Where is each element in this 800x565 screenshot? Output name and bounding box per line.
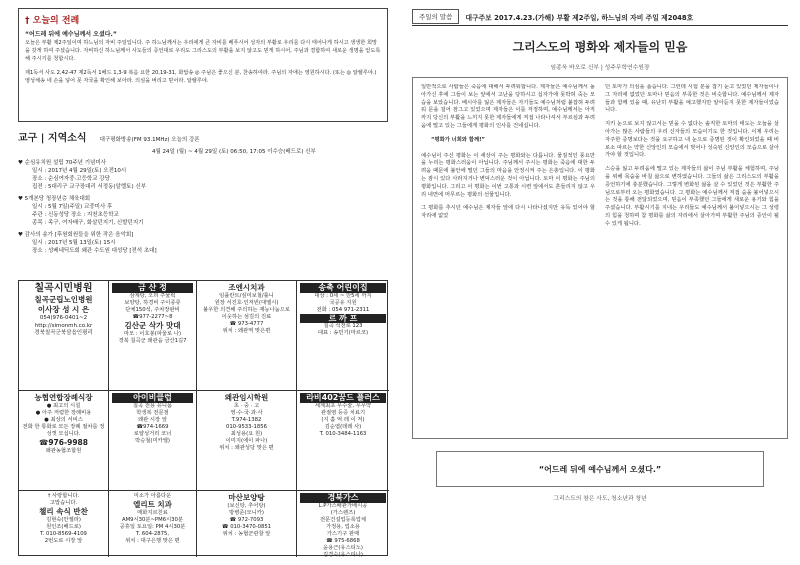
- ad-line: 054)976-0401~2: [39, 315, 88, 321]
- news-item-3-line: 장소 : 성베네딕도회 왜관 수도원 대성당 [전석 초대]: [32, 248, 157, 254]
- ad-line: 영·수·국·과·사: [230, 410, 263, 416]
- ad-gas: [297, 491, 389, 557]
- news-item-1-line: 일시 : 2017년 4월 29일(토) 오전10시: [32, 168, 127, 174]
- ad-line: http://simonmh.co.kr: [34, 322, 93, 329]
- news-item-2-line: 일시 : 5월 7일(주일) 교중미사 후: [32, 204, 113, 210]
- ad-line: ☎974-1669: [136, 423, 169, 430]
- ad-line: 경북칠곡군북삼읍인평리: [34, 330, 93, 336]
- ad-line: ☎ 975-6868: [326, 537, 360, 544]
- news-item-3-line: 일시 : 2017년 5월 13일(토) 15시: [32, 240, 116, 246]
- news-broadcast-detail: 4월 24일 (월) ~ 4월 29일 (토) 06:50, 17:05 이수승(베드로) 신부: [152, 149, 316, 155]
- ad-line: 경북 칠곡군 왜관읍 금산1길7: [118, 337, 187, 344]
- ad-line: 위치 : 왜관역 맞은편: [222, 328, 271, 334]
- ad-hospital: [19, 281, 109, 391]
- ad-line: 삼계탕, 오리 주물럭: [129, 292, 176, 299]
- footer-caption: 그리스도의 참은 사도, 청소년과 청년: [553, 496, 647, 502]
- ad-line: (가스렌즈): [330, 509, 356, 516]
- ad-line: 미소가 아름다운: [133, 493, 172, 499]
- article-paragraph: 던 토마가 의심을 품습니다. 그런데 시험 분을 잡기 눈고 있었던 제자들이나 그 자리에 없었던 토마나 믿음의 부족한 것은 비슷합니다. 예수님께서 제자들과 함께 있을 때, 유난히 부활을 예고했지만 알아듣지 못한 제자들이었습니다.: [605, 84, 779, 114]
- ad-line: (보신탕, 추어탕): [227, 503, 266, 509]
- ad-line: 학생복 전문점: [136, 409, 169, 416]
- ad-line: 보양탕, 하경비 구이종류: [124, 299, 181, 306]
- liturgy-heading: † 오늘의 전례: [25, 16, 80, 26]
- ad-title: 라비402꿈드 플러스: [300, 393, 386, 403]
- ad-line: 임플란트/심미보철/틀니: [219, 293, 274, 299]
- article-paragraph: 일반적으로 사람들은 죽음에 대해서 두려워합니다. 제자들은 예수님께서 돌아가신 후에 그들이 보는 앞에서 고난을 당하시고 십자가에 못박혀 죽는 모습을 보았습니다. 베시아를 잃은 제자들은 자기들도 예수님처럼 붙잡혀 두려워 문을 걸어 잠그고 있었으며 제자들은 이를 걱정하며, 예수님께서는 아직까지 당신의 부활을 느끼지 못한 제자들에게 직접 나타나셔서 부르심과 두려움에 떨고 있는 그들에게 평화의 인사를 건네십니다.: [421, 84, 595, 129]
- ad-line: 단체150석, 주차장완비: [125, 306, 180, 313]
- ad-line: 이미지(에이 파나): [225, 438, 268, 444]
- article-body: [412, 77, 788, 439]
- ad-line: 왜관 시장 앞: [138, 416, 167, 423]
- ad-line: 국공유 지원: [329, 299, 357, 306]
- ad-line: ☎976-9988: [39, 438, 88, 447]
- article-byline: 임종욱 바오로 신부 | 성주무학연수원장: [550, 65, 650, 71]
- news-item-1-title: ♥ 순심유치원 설립 70주년 기념미사: [18, 160, 106, 166]
- scripture-quote-box: [436, 451, 764, 487]
- news-item-3-title: ♥ 감사의 송가 [후원회원들을 위한 작은 음악회]: [18, 232, 134, 238]
- ad-line: T. 604-2875,: [135, 531, 170, 537]
- issue-info: 대구주보 2017.4.23.(가해) 부활 제2주일, 하느님의 자비 주일 제2048호: [465, 13, 694, 22]
- ad-line: L.P가스배관가배시공: [318, 502, 368, 509]
- ad-laser: [297, 391, 389, 491]
- ad-line: 전화 : 054 971-2311: [316, 306, 370, 313]
- news-title: 교구 | 지역소식: [18, 133, 87, 144]
- ad-line: 로얄성거리 코너: [133, 430, 172, 437]
- article-paragraph: 예수님이 주신 평화는 이 세상이 주는 평화와는 다릅니다. 물질적인 풍요만을 누리는 평화스러움이 아닙니다. 주님께서 주시는 평화는 죽음에 대한 두려움 때문에 불안에 떨던 그들의 마음을 안정시켜 주는 은총입니다. 이 평화는 잠시 있다 사라지거나 변덕스러운 것이 아닙니다. 토마 이 평화는 주님의 평화입니다. 그리고 이 평화는 이번 고통과 시련 앞에서도 흔들리지 않고 우리 내면에 머무르는 평화의 선물입니다.: [421, 152, 595, 198]
- news-item-2-title: ♥ 5개본당 청장년층 체육대회: [18, 196, 91, 202]
- ad-restaurant: [109, 281, 197, 391]
- ad-line: 세계최초 무수술, 무무약: [314, 402, 372, 409]
- ad-title: 경북가스: [300, 493, 386, 503]
- ad-line: 가스기구 판매: [326, 530, 360, 537]
- liturgy-box: [18, 8, 388, 122]
- ad-line: 위치 : 농협군관찰 앞: [222, 531, 271, 537]
- ad-title: 송축 어린이집: [300, 283, 386, 293]
- ad-line: 윤용근(유스티노): [323, 544, 363, 551]
- ad-line: ☎ 010-3470-0851: [221, 524, 272, 530]
- ad-line: 가정용, 업소용: [325, 523, 361, 530]
- ad-line: 2번도로 시장 앞: [44, 538, 83, 544]
- ad-line: T. 010-3484-1163: [319, 430, 367, 437]
- ad-line: 김현숙(안젤라): [46, 517, 81, 523]
- ad-line: 불우한 의견해 주의하는 재능나눔으로 이웃하는 섬김의 진료: [203, 307, 290, 320]
- ad-line: 칠곡 석전로 123: [323, 323, 363, 329]
- ad-line: ☎977-2277~8: [132, 313, 173, 320]
- ad-line: 위치 : 왜관성당 맞은 편: [219, 445, 274, 451]
- liturgy-readings: 제1독서 사도 2,42-47 제2독서 1베드 1,3-9 복음 요한 20,19-31, 화답송 ◎ 주님은 좋으신 분, 찬송하여라. 주님의 자애는 영원하시다. (또는 ◎ 알렐루야.) 영성체송 네 손을 넣어 못 자국을 확인해 보아라. 의심을 버리고 믿어라. 알렐루야.: [25, 70, 377, 84]
- ad-line: ● 최고의 시설: [46, 403, 81, 409]
- ad-line: 박승철(미카엘): [135, 437, 170, 444]
- ad-title: 칠곡시민병원: [34, 283, 93, 294]
- ad-line: ● 최상의 서비스: [44, 417, 83, 423]
- ad-line: 010-9533-1856: [226, 424, 267, 430]
- news-item-2-line: 주관 : 신동성당 장소 : 지천초등학교: [32, 212, 119, 218]
- ad-line: 김산군 삭가 맛대: [124, 320, 181, 330]
- ad-line: ☎ 972-7093: [229, 517, 264, 523]
- ad-title: 아이비클럽: [112, 393, 193, 403]
- ad-line: 원인조(베드로): [46, 524, 81, 530]
- ad-side-dish: [19, 491, 109, 557]
- ad-title: 엘리트 치과: [133, 500, 172, 509]
- ad-line: 매화지르친료: [137, 510, 168, 516]
- ad-line: 왜관농협조합원: [45, 448, 82, 454]
- ad-line: ☎ 973-4777: [229, 321, 264, 327]
- ad-line: 전화 한 통화로 모든 장례 절차를 정성껏 모십니다.: [22, 424, 105, 437]
- ad-line: 칠곡군립노인병원: [34, 295, 93, 304]
- ad-dental: [197, 281, 297, 391]
- article-headline: 그리스도의 평화와 제자들의 믿음: [512, 40, 688, 54]
- ad-title: 농협연합장례식장: [34, 393, 93, 402]
- ad-line: 방병준(모니카): [229, 510, 264, 516]
- ad-line: 고맙습니다.: [49, 500, 78, 506]
- ad-masan-restaurant: [197, 491, 297, 557]
- scripture-quote: “어드레 뒤에 예수님께서 오셨다.”: [538, 464, 662, 474]
- bulletin-left-page: [18, 8, 388, 557]
- article-column-1: [421, 84, 595, 432]
- news-broadcast: 대구평화방송(FM 93.1MHz) 오늘의 강론: [99, 137, 200, 143]
- ad-line: 김순엽(데레 사): [324, 423, 362, 430]
- news-item-1-line: 장소 : 순심여자중·고등학교 강당: [32, 176, 110, 182]
- liturgy-paragraph: 오늘은 부활 제2주일이며 하느님의 자비 주일입니다. 주 하느님께서는 우리에게 큰 자비를 베푸시어 성자의 부활로 우리를 다시 태어나게 하시고 생생한 희망을 갖게 하여 주셨습니다. 자비하신 하느님께서 사도들의 증언대로 우리도 그리스도의 부활을 보지 않고도 믿게 하시어, 주님과 결합하여 새로운 생명을 얻도록 해 주시기를 청합시다.: [25, 40, 381, 62]
- ad-title: 조엔시치과: [228, 283, 265, 292]
- ad-line: 이사장 성 시 은: [37, 305, 90, 314]
- diocese-news: [18, 122, 388, 272]
- bulletin-right-page: [412, 8, 788, 557]
- liturgy-quote: “어드레 뒤에 예수님께서 오셨다.”: [25, 31, 117, 38]
- section-tab: 주일의 말씀: [412, 9, 459, 24]
- article-column-2: [605, 84, 779, 432]
- ad-line: 원장 서진호·인저빈(대엘시): [214, 300, 279, 306]
- ad-line: 대표 : 송민기(마르코): [317, 330, 369, 336]
- ad-line: (지 홀 억 레 이 저): [321, 416, 365, 423]
- article-paragraph: 그 평화를 추시던 예수님은 제자들 앞에 다시 나타나셨지만 유독 있어야 할 자리에 없었: [421, 205, 595, 220]
- article-paragraph: 지키 눈으로 보지 않고서는 믿을 수 없다는 솔직한 토마의 태도는 오늘을 살아가는 많은 사람들의 우리 신자들의 모습이기도 한 것입니다. 이제 우리는 자주한 증명보다는 것을 요구하고 내 눈으로 증명된 것이 확인되었을 때 비로소 따르는 약한 신앙인의 모습에서 벗어나 성숙된 신앙인의 모습으로 살아가야 할 것입니다.: [605, 121, 779, 159]
- ad-line: 대상 : 0세 ~ 만5세 까지: [314, 292, 372, 299]
- ad-line: ● 아주 저렴한 장례비용: [35, 410, 92, 416]
- ad-title: † 사랑합니다.: [47, 493, 80, 499]
- ad-title: 금 산 정: [112, 283, 193, 293]
- ad-line: 관절염 등증 치료기: [320, 409, 366, 416]
- news-item-1-line: 집전 : 5대리구 교구장대리 서정동(알렐토) 신부: [32, 184, 147, 190]
- ad-uniform: [109, 391, 197, 491]
- ad-line: 김경숙(유스티나): [323, 551, 363, 557]
- article-paragraph: 스승을 잃고 두려움에 떨고 있는 제자들의 삶이 주님 부활을 체험하며, 주님을 위해 목숨을 바칠 삶으로 변하였습니다. 그들의 삶은 그리스도의 부활을 증언하기에 충분했습니다. 그렇게 변화된 삶을 살 수 있었던 것은 부활한 주님으로부터 오는 평화였습니다. 그 평화는 예수님께서 직접 숨을 불어넣으시는 것을 통해 전달되었으며, 믿음이 부족했던 그들에게 새로운 용기와 힘을 주셨습니다. 부활시기를 지내는 우리들도 예수님께서 불어넣으시는 그 성령의 힘을 청하며 참 평화를 삶의 자리에서 살아가며 부활한 주님의 증인이 될 수 있게 됩니다.: [605, 166, 779, 227]
- news-item-2-line: 종목 : 족구, 여자배구, 화살던지기, 신발던지기: [32, 220, 144, 226]
- ad-title: 마산보양탕: [228, 493, 265, 502]
- ad-line: 위치 : 대구은행 맞은 편: [125, 538, 180, 544]
- ad-daycare: [297, 281, 389, 391]
- ad-line: T.974-1382: [231, 417, 262, 423]
- ad-line: 최성용(요 원): [230, 431, 263, 437]
- ads-grid: [18, 280, 388, 556]
- article-pull-quote: “평화가 너희와 함께!”: [431, 136, 486, 143]
- ad-line: T. 010-8569-4109: [40, 531, 87, 537]
- ad-line: 공휴일 토요일: PM 4시30분: [119, 524, 186, 530]
- ad-title: 왜관임시학원: [224, 393, 269, 402]
- ad-funeral-hall: [19, 391, 109, 491]
- issue-header: [412, 8, 788, 26]
- ad-line: 칠곡 전용 유니폼: [132, 402, 173, 409]
- ad-line: 전문건설업등록업체: [319, 516, 367, 523]
- ad-line: 마모 : 이호봉(파울로 나): [123, 330, 182, 337]
- ad-elite-dental: [109, 491, 197, 557]
- ad-line: 챌리 속식 반찬: [39, 507, 88, 516]
- ad-line: 초 · 중 · 고: [233, 403, 260, 409]
- ad-line: AM9시30분~PM6시30분: [121, 517, 184, 523]
- ad-academy: [197, 391, 297, 491]
- ad-line: 르 까 프: [300, 314, 386, 324]
